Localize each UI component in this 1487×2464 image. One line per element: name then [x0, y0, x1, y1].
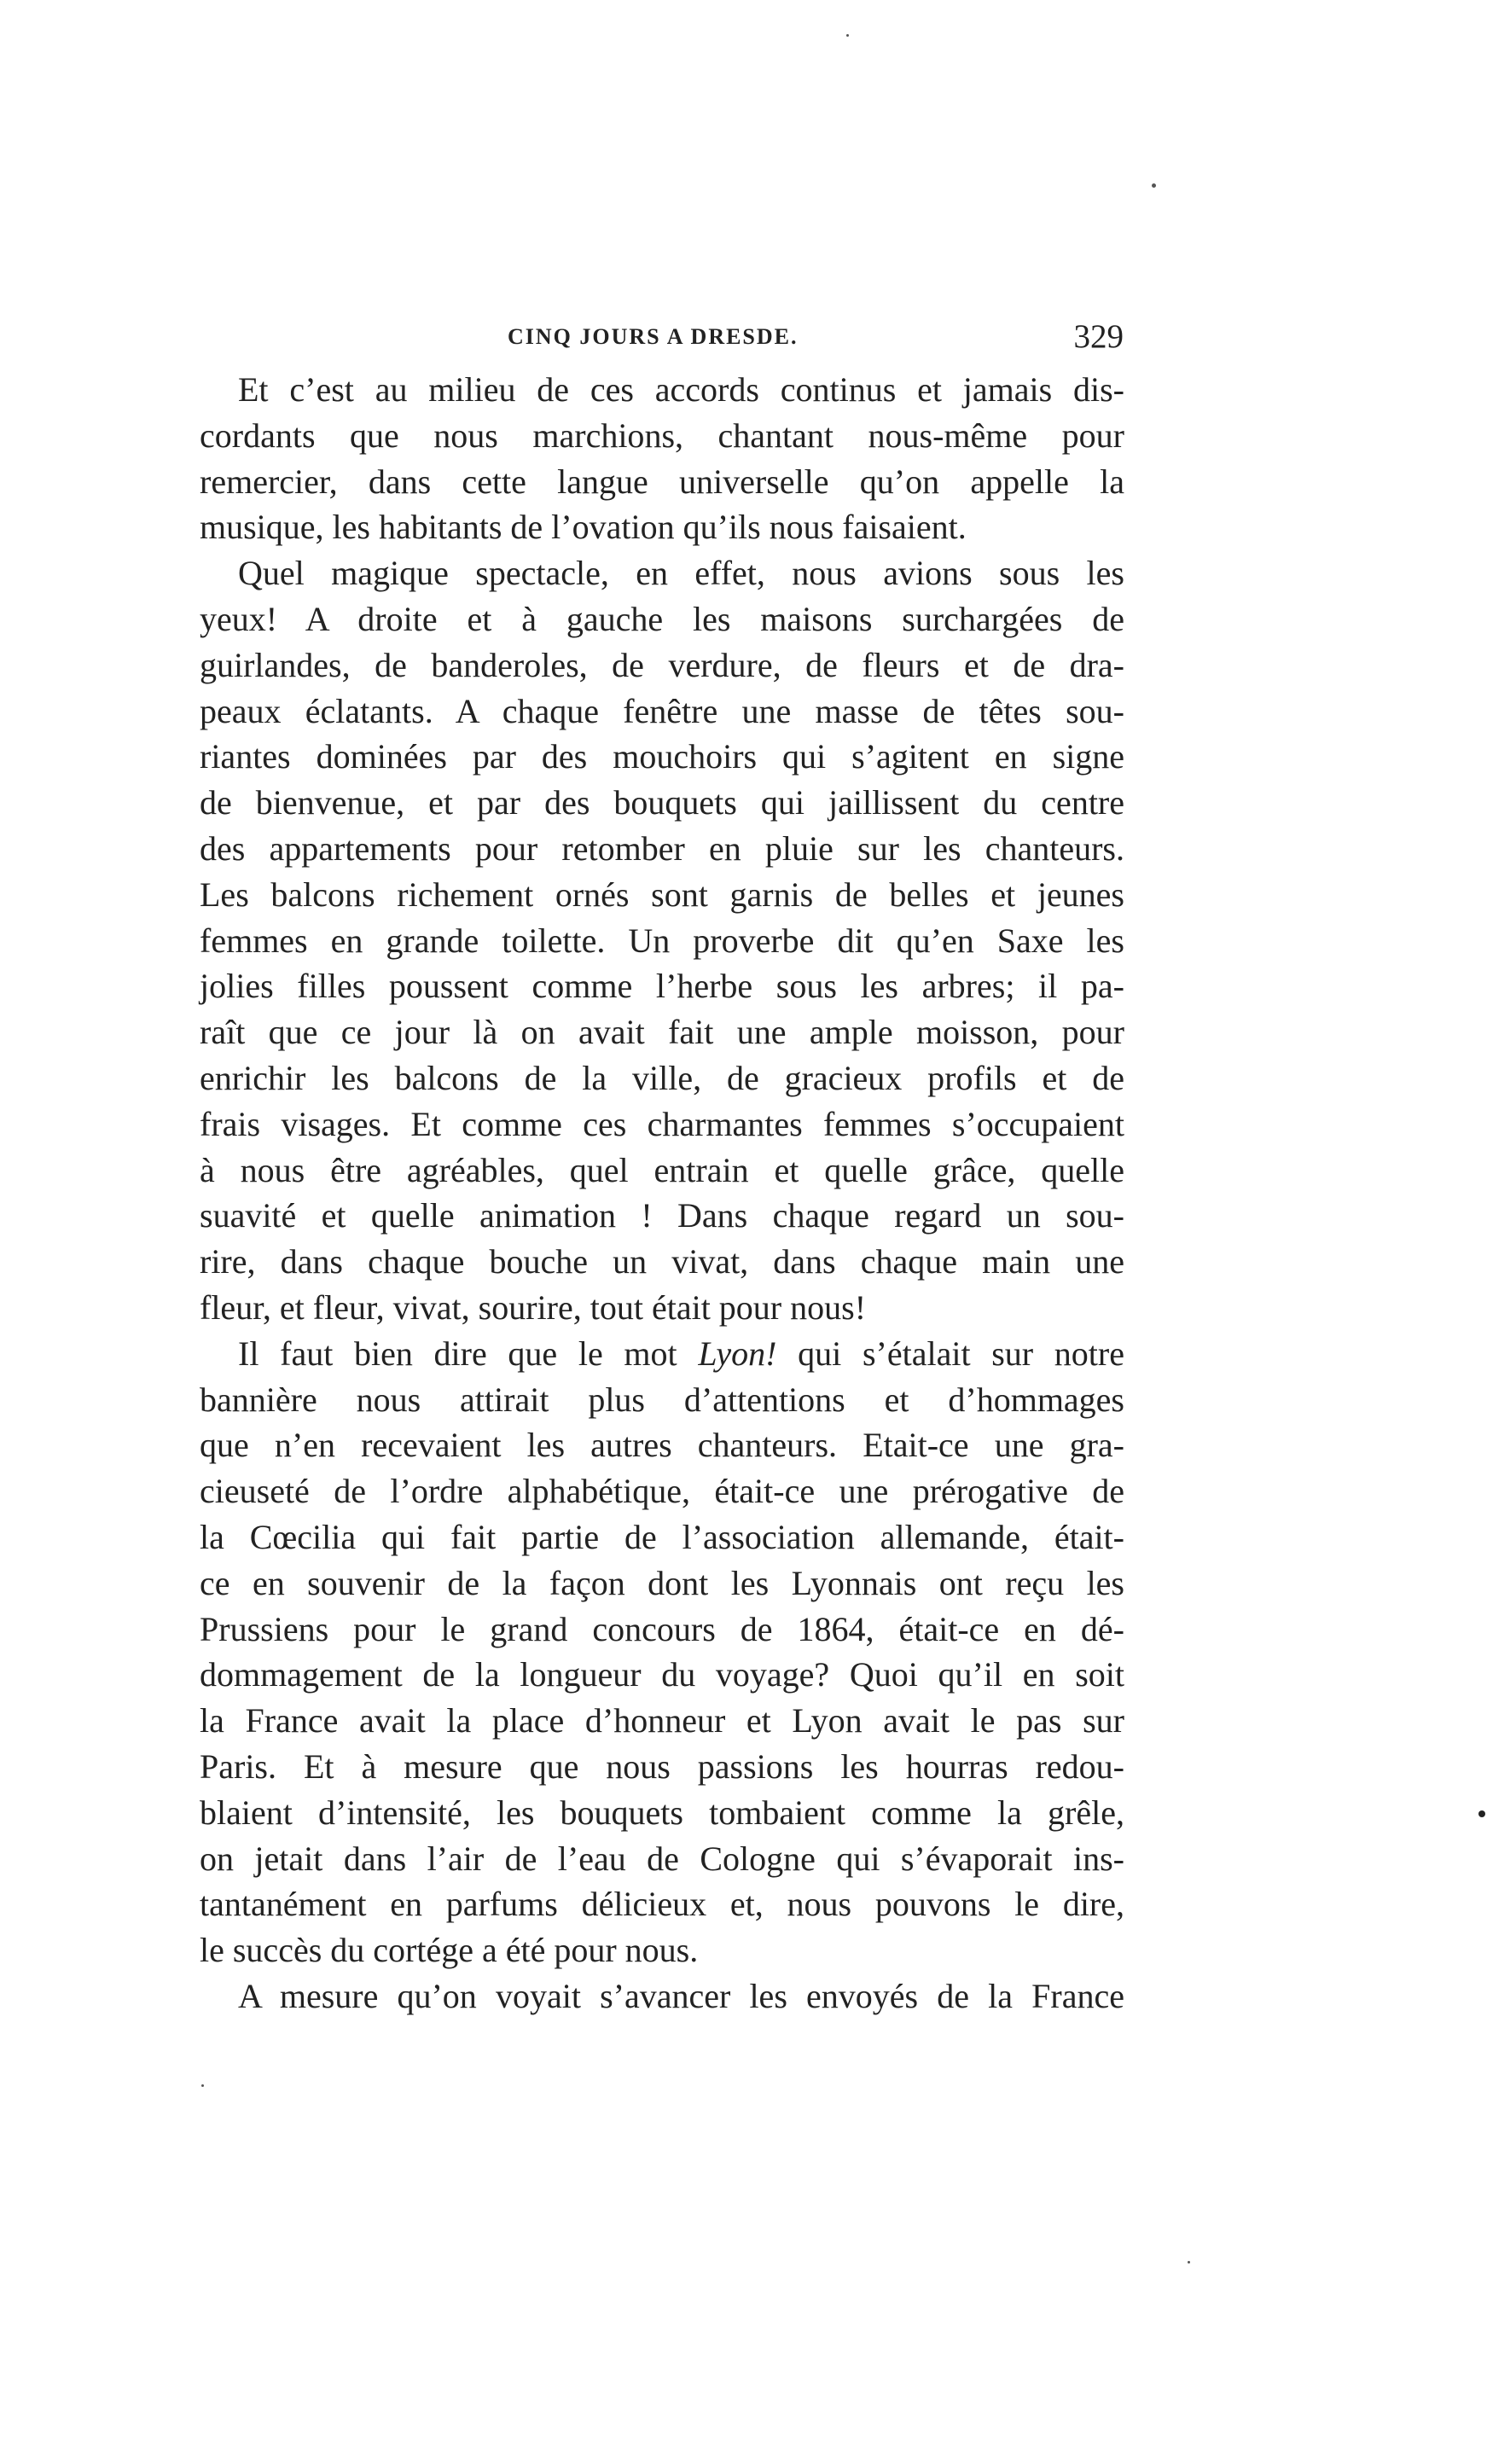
text-segment: qui s’étalait sur notre	[798, 1334, 1124, 1373]
text-line: à nous être agréables, quel entrain et quelle grâce, quelle	[200, 1150, 1124, 1189]
text-line: Les balcons richement ornés sont garnis de belles et jeunes	[200, 875, 1124, 914]
scan-speck	[1188, 2261, 1190, 2264]
text-line: on jetait dans l’air de l’eau de Cologne qui s’évaporait ins-	[200, 1839, 1124, 1878]
text-line-with-italic	[200, 1331, 1124, 1377]
text-line: fleur, et fleur, vivat, sourire, tout était pour nous!	[200, 1287, 867, 1327]
text-line: suavité et quelle animation ! Dans chaque regard un sou-	[200, 1196, 1124, 1235]
text-line: riantes dominées par des mouchoirs qui s’agitent en signe	[200, 737, 1124, 776]
text-line: A mesure qu’on voyait s’avancer les envoyés de la France	[238, 1976, 1124, 2015]
text-line: cieuseté de l’ordre alphabétique, était-ce une prérogative de	[200, 1472, 1124, 1511]
text-line: musique, les habitants de l’ovation qu’ils nous faisaient.	[200, 508, 967, 547]
text-line: Paris. Et à mesure que nous passions les hourras redou-	[200, 1746, 1124, 1786]
text-line: la France avait la place d’honneur et Lyon avait le pas sur	[200, 1701, 1124, 1740]
text-line: jolies filles poussent comme l’herbe sous les arbres; il pa-	[200, 967, 1124, 1006]
text-line: la Cœcilia qui fait partie de l’association allemande, était-	[200, 1517, 1124, 1556]
text-line: remercier, dans cette langue universelle qu’on appelle la	[200, 462, 1124, 501]
scan-speck	[846, 34, 849, 37]
scan-speck	[201, 2084, 204, 2087]
text-line: dommagement de la longueur du voyage? Quoi qu’il en soit	[200, 1655, 1124, 1694]
text-line: le succès du cortége a été pour nous.	[200, 1931, 699, 1970]
text-line: Quel magique spectacle, en effet, nous avions sous les	[238, 554, 1124, 593]
text-line: yeux! A droite et à gauche les maisons surchargées de	[200, 599, 1124, 638]
text-line: Prussiens pour le grand concours de 1864, était-ce en dé-	[200, 1609, 1124, 1648]
scan-speck	[1478, 1810, 1485, 1817]
italic-word-lyon: Lyon!	[698, 1334, 777, 1373]
body-text	[200, 367, 1124, 2019]
text-line: tantanément en parfums délicieux et, nous pouvons le dire,	[200, 1885, 1124, 1924]
text-line: Et c’est au milieu de ces accords continus et jamais dis-	[238, 370, 1124, 409]
text-line: femmes en grande toilette. Un proverbe dit qu’en Saxe les	[200, 921, 1124, 960]
text-line: bannière nous attirait plus d’attentions et d’hommages	[200, 1380, 1124, 1419]
text-line: des appartements pour retomber en pluie sur les chanteurs.	[200, 828, 1124, 868]
text-line: de bienvenue, et par des bouquets qui jaillissent du centre	[200, 783, 1124, 822]
text-line: que n’en recevaient les autres chanteurs. Etait-ce une gra-	[200, 1426, 1124, 1465]
text-segment: Il faut bien dire que le mot	[238, 1334, 677, 1373]
text-line: raît que ce jour là on avait fait une ample moisson, pour	[200, 1013, 1124, 1052]
text-line: blaient d’intensité, les bouquets tombaient comme la grêle,	[200, 1793, 1124, 1832]
text-line: rire, dans chaque bouche un vivat, dans chaque main une	[200, 1242, 1124, 1281]
running-head	[200, 317, 1124, 369]
running-title: CINQ JOURS A DRESDE.	[508, 324, 799, 349]
page-number: 329	[1073, 318, 1124, 355]
scan-speck	[1152, 183, 1156, 188]
text-line: ce en souvenir de la façon dont les Lyonnais ont reçu les	[200, 1563, 1124, 1602]
text-line: enrichir les balcons de la ville, de gracieux profils et de	[200, 1058, 1124, 1097]
text-line: cordants que nous marchions, chantant nous-même pour	[200, 416, 1124, 455]
text-line: frais visages. Et comme ces charmantes femmes s’occupaient	[200, 1104, 1124, 1143]
text-line: peaux éclatants. A chaque fenêtre une masse de têtes sou-	[200, 691, 1124, 730]
text-line: guirlandes, de banderoles, de verdure, de fleurs et de dra-	[200, 645, 1124, 684]
